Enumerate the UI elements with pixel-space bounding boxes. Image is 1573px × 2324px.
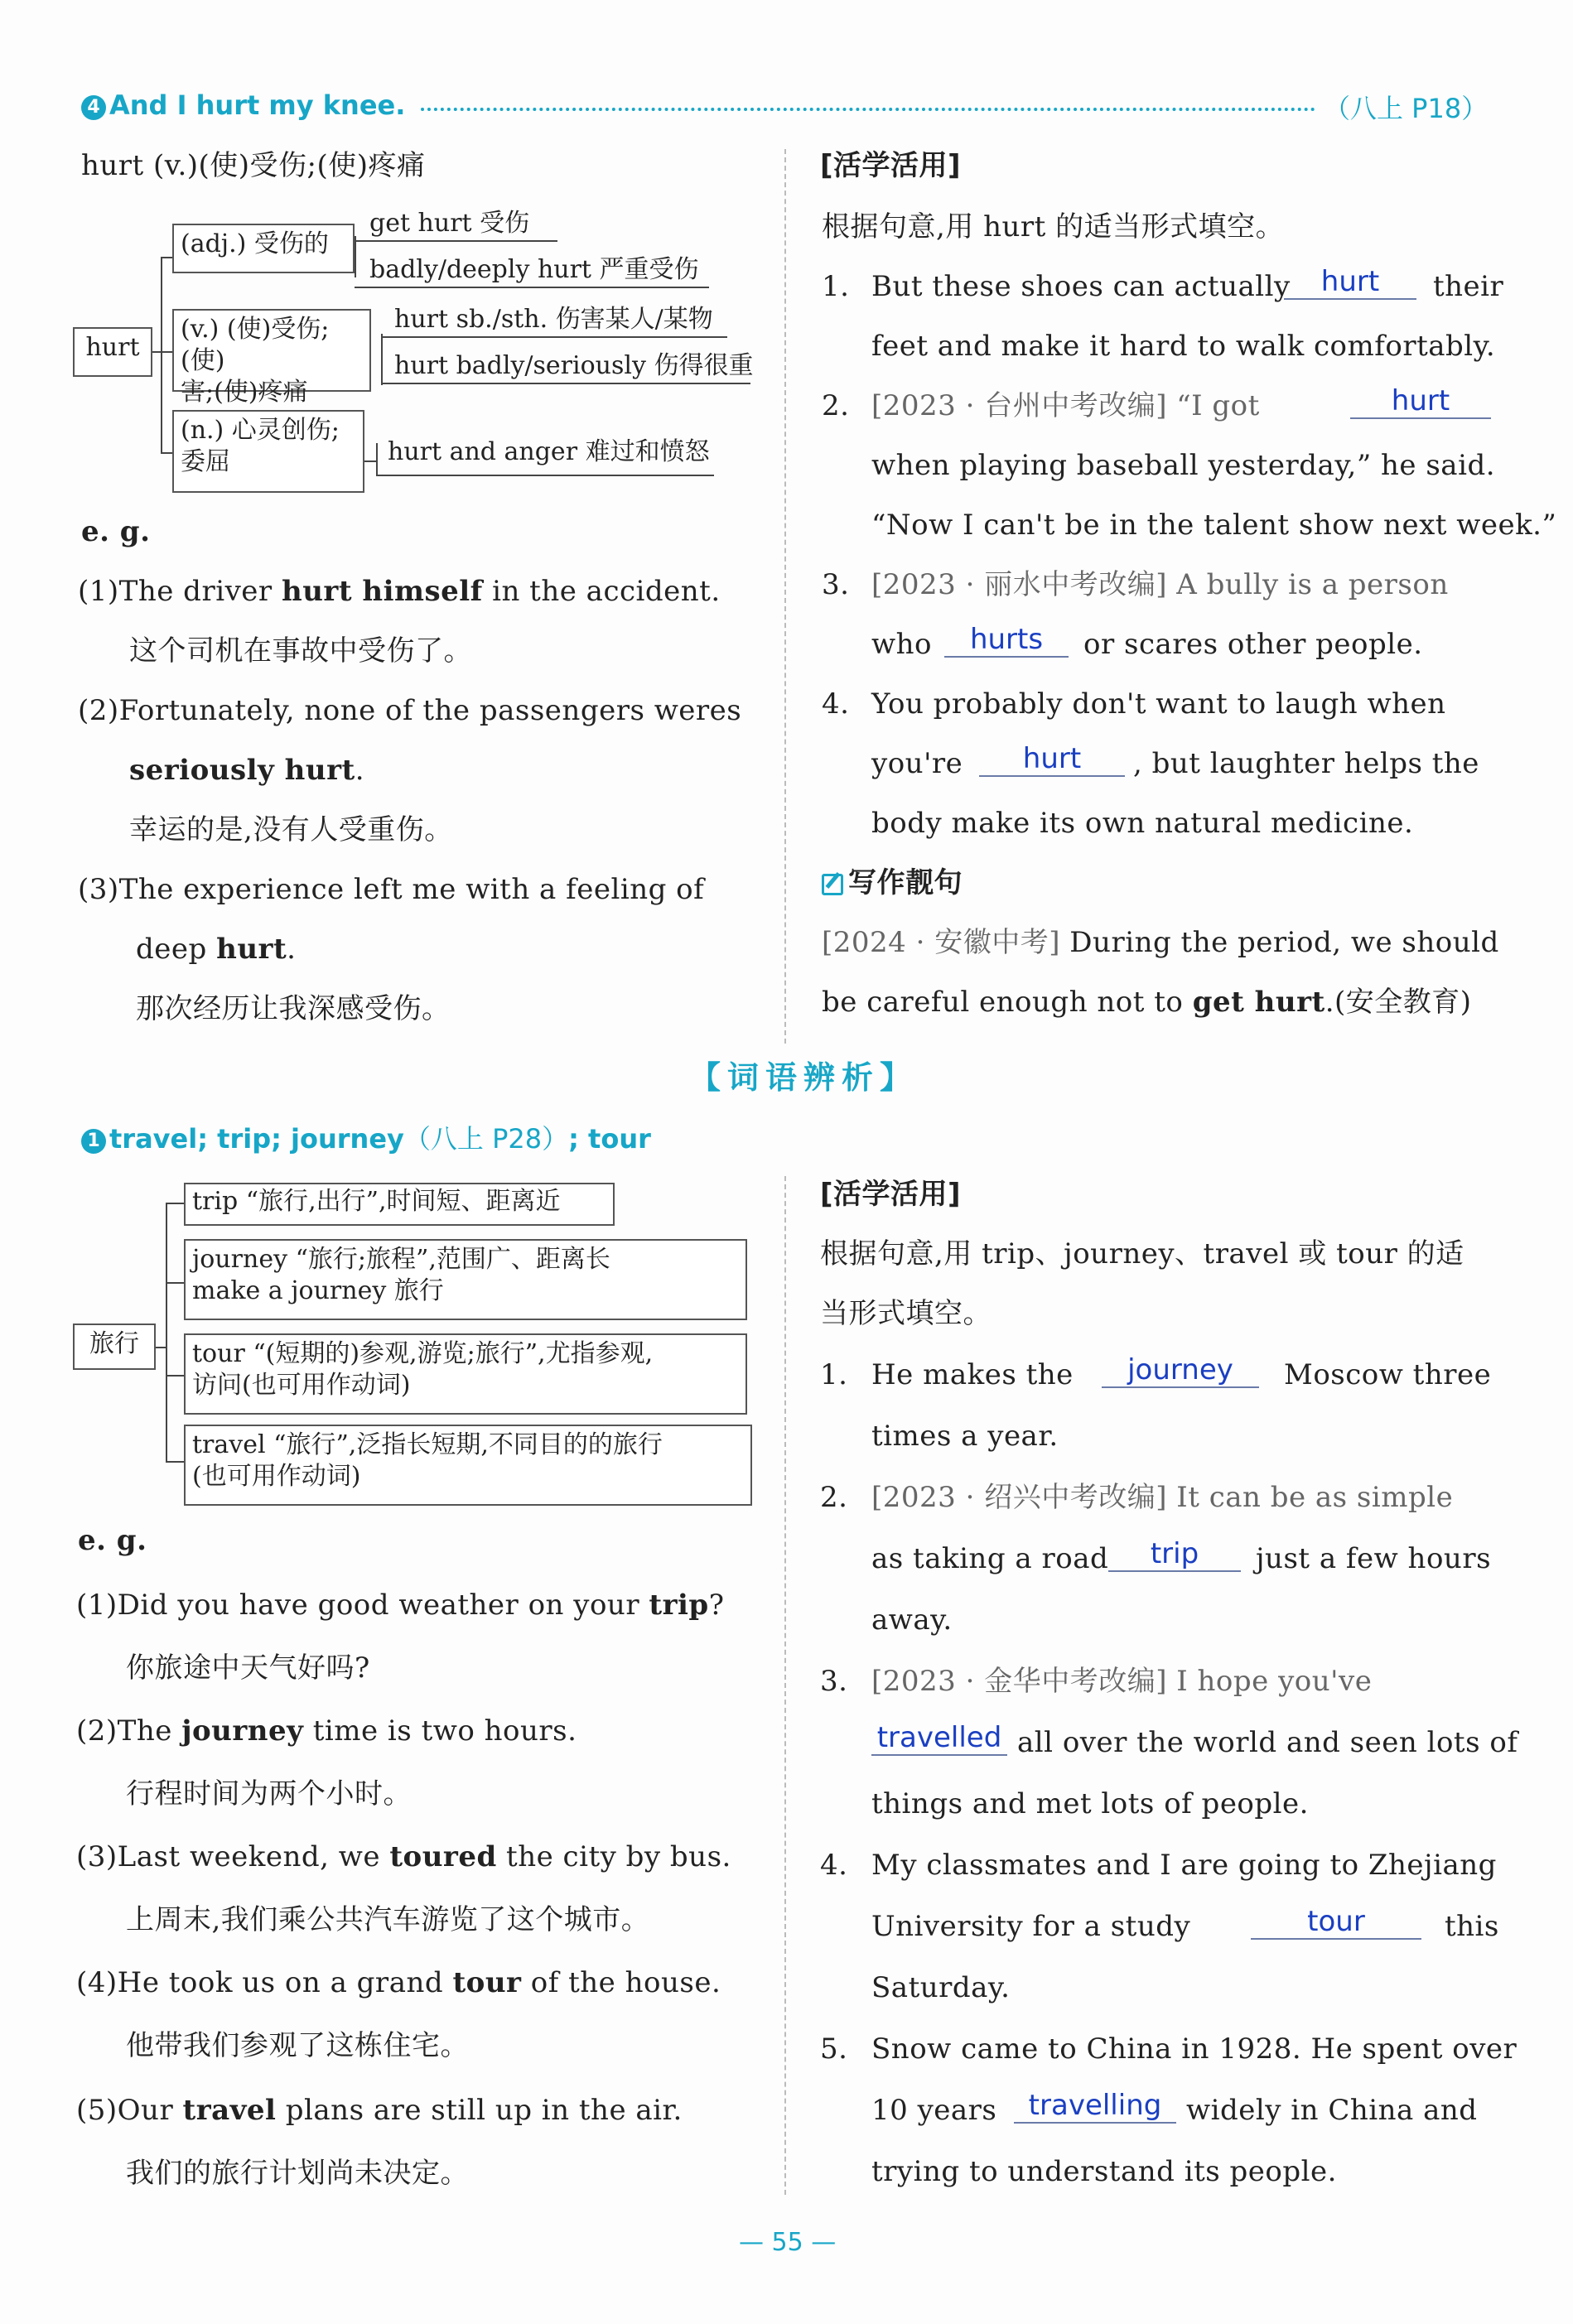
connector bbox=[166, 1203, 184, 1204]
connector bbox=[355, 287, 709, 288]
textbook-reference: （八上 P28） bbox=[403, 1123, 569, 1155]
practice-instruction-2: 当形式填空。 bbox=[820, 1297, 992, 1330]
connector bbox=[376, 475, 714, 476]
bpractice-5-line2-post: widely in China and bbox=[1186, 2094, 1478, 2127]
practice-2-line3: “Now I can't be in the talent show next week.” bbox=[871, 509, 1557, 542]
answer-blank[interactable]: hurts bbox=[944, 623, 1069, 658]
noun-box-line2: 委屈 bbox=[181, 447, 230, 476]
example-3: (3)Last weekend, we toured the city by bus. bbox=[76, 1840, 731, 1873]
noun-phrase-1: hurt and anger 难过和愤怒 bbox=[388, 437, 710, 466]
connector bbox=[381, 334, 383, 385]
example-2-cont: seriously hurt. bbox=[129, 754, 365, 787]
bpractice-4-line2-post: this bbox=[1445, 1910, 1499, 1943]
bpractice-4-line3: Saturday. bbox=[871, 1971, 1011, 2004]
practice-3-text: [2023 · 丽水中考改编] A bully is a person bbox=[871, 568, 1449, 601]
textbook-reference: （八上 P18） bbox=[1324, 93, 1489, 124]
example-1-zh: 这个司机在事故中受伤了。 bbox=[129, 634, 472, 668]
number-badge: 1 bbox=[81, 1129, 106, 1154]
section-heading bbox=[81, 89, 405, 121]
bpractice-3-line3: things and met lots of people. bbox=[871, 1787, 1309, 1820]
word-analysis-title: 【词语辨析】 bbox=[689, 1059, 919, 1096]
diagram-root-hurt: hurt bbox=[73, 327, 152, 377]
example-1: (1)The driver hurt himself in the accident. bbox=[78, 575, 721, 608]
connector bbox=[156, 1347, 166, 1348]
adj-box: (adj.) 受伤的 bbox=[172, 224, 355, 273]
bpractice-2-line2-post: just a few hours bbox=[1256, 1542, 1492, 1575]
bpractice-4-line2-pre: University for a study bbox=[871, 1910, 1191, 1943]
verb-phrase-1: hurt sb./sth. 伤害某人/某物 bbox=[394, 305, 713, 334]
bpractice-1-tail: Moscow three bbox=[1284, 1358, 1492, 1391]
connector bbox=[166, 1203, 167, 1461]
practice-4-line2-pre: you're bbox=[871, 747, 963, 780]
connector bbox=[166, 1282, 184, 1284]
example-1: (1)Did you have good weather on your trip? bbox=[76, 1589, 725, 1622]
answer-blank[interactable]: journey bbox=[1102, 1353, 1259, 1388]
example-5-zh: 我们的旅行计划尚未决定。 bbox=[126, 2157, 469, 2190]
column-divider bbox=[784, 1176, 786, 2195]
practice-4-line2-post: , but laughter helps the bbox=[1133, 747, 1479, 780]
verb-box-line1: (v.) (使)受伤;(使) bbox=[181, 315, 330, 375]
practice-1-line2: feet and make it hard to walk comfortably. bbox=[871, 330, 1496, 363]
connector bbox=[161, 257, 172, 258]
writing-line1: [2024 · 安徽中考] During the period, we should bbox=[822, 926, 1499, 959]
connector bbox=[381, 383, 750, 384]
practice-instruction-1: 根据句意,用 trip、journey、travel 或 tour 的适 bbox=[820, 1237, 1464, 1270]
example-2-zh: 幸运的是,没有人受重伤。 bbox=[129, 813, 453, 846]
bpractice-2-num: 2. bbox=[820, 1481, 848, 1514]
bpractice-5-num: 5. bbox=[820, 2032, 848, 2066]
section-title: And I hurt my knee. bbox=[109, 89, 406, 121]
example-4-zh: 他带我们参观了这栋住宅。 bbox=[126, 2029, 469, 2062]
connector bbox=[355, 236, 356, 277]
verb-box bbox=[172, 309, 371, 407]
connector bbox=[161, 351, 172, 353]
section-title-tail: ; tour bbox=[568, 1123, 651, 1155]
answer-blank[interactable]: hurt bbox=[979, 742, 1125, 777]
writing-line2: be careful enough not to get hurt.(安全教育) bbox=[822, 986, 1472, 1019]
example-3-zh: 上周末,我们乘公共汽车游览了这个城市。 bbox=[126, 1903, 650, 1936]
diagram-root-travel: 旅行 bbox=[73, 1324, 156, 1370]
connector bbox=[152, 351, 161, 353]
adj-phrase-2: badly/deeply hurt 严重受伤 bbox=[369, 255, 699, 284]
dotted-leader bbox=[421, 108, 1315, 111]
example-2: (2)The journey time is two hours. bbox=[76, 1714, 577, 1748]
practice-3-line2-pre: who bbox=[871, 628, 932, 661]
practice-4-line3: body make its own natural medicine. bbox=[871, 807, 1414, 840]
journey-box: journey “旅行;旅程”,范围广、距离长 make a journey 旅行 bbox=[184, 1239, 747, 1320]
connector bbox=[166, 1375, 184, 1377]
bpractice-5-line2-pre: 10 years bbox=[871, 2094, 997, 2127]
practice-3-line2-post: or scares other people. bbox=[1083, 628, 1423, 661]
page-number: — 55 — bbox=[739, 2228, 837, 2257]
pencil-icon bbox=[822, 874, 843, 895]
bpractice-4-num: 4. bbox=[820, 1849, 848, 1882]
eg-label: e. g. bbox=[78, 1524, 147, 1557]
bpractice-2-line3: away. bbox=[871, 1603, 953, 1637]
answer-blank[interactable]: travelling bbox=[1014, 2089, 1176, 2124]
answer-blank[interactable]: travelled bbox=[871, 1721, 1007, 1756]
example-5: (5)Our travel plans are still up in the air. bbox=[76, 2094, 683, 2127]
hurt-definition: hurt (v.)(使)受伤;(使)疼痛 bbox=[81, 149, 426, 182]
bpractice-2-text: [2023 · 绍兴中考改编] It can be as simple bbox=[871, 1481, 1454, 1514]
example-3-cont: deep hurt. bbox=[136, 933, 297, 966]
practice-3-num: 3. bbox=[822, 568, 850, 601]
connector bbox=[376, 443, 378, 476]
column-divider bbox=[784, 149, 786, 1044]
verb-phrase-2: hurt badly/seriously 伤得很重 bbox=[394, 351, 754, 380]
noun-box bbox=[172, 410, 364, 493]
practice-2-num: 2. bbox=[822, 389, 850, 422]
practice-instruction: 根据句意,用 hurt 的适当形式填空。 bbox=[822, 210, 1285, 243]
example-2: (2)Fortunately, none of the passengers weres bbox=[78, 694, 742, 727]
connector bbox=[161, 257, 162, 452]
bpractice-3-num: 3. bbox=[820, 1665, 848, 1698]
number-badge: 4 bbox=[81, 95, 106, 120]
connector bbox=[381, 336, 727, 338]
practice-title: [活学活用] bbox=[820, 1178, 962, 1211]
section-title: travel; trip; journey bbox=[109, 1123, 404, 1155]
connector bbox=[364, 460, 376, 462]
practice-1-text: But these shoes can actually bbox=[871, 270, 1291, 303]
example-3-zh: 那次经历让我深感受伤。 bbox=[136, 992, 451, 1025]
bpractice-5-line3: trying to understand its people. bbox=[871, 2155, 1337, 2188]
bpractice-5-text: Snow came to China in 1928. He spent over bbox=[871, 2032, 1518, 2066]
answer-blank[interactable]: trip bbox=[1108, 1537, 1241, 1572]
writing-title: 写作靓句 bbox=[822, 866, 963, 899]
answer-blank[interactable]: hurt bbox=[1284, 265, 1416, 300]
bpractice-3-line2: all over the world and seen lots of bbox=[1017, 1726, 1518, 1759]
example-1-zh: 你旅途中天气好吗? bbox=[126, 1651, 370, 1685]
practice-2-text: [2023 · 台州中考改编] “I got bbox=[871, 389, 1260, 422]
verb-box-line2: 害;(使)疼痛 bbox=[181, 378, 308, 407]
bpractice-1-line2: times a year. bbox=[871, 1420, 1059, 1453]
practice-title: [活学活用] bbox=[820, 149, 962, 182]
example-4: (4)He took us on a grand tour of the house. bbox=[76, 1966, 721, 1999]
bpractice-1-text: He makes the bbox=[871, 1358, 1074, 1391]
travel-box: travel “旅行”,泛指长短期,不同目的的旅行 (也可用作动词) bbox=[184, 1425, 752, 1506]
noun-box-line1: (n.) 心灵创伤; bbox=[181, 416, 340, 445]
connector bbox=[161, 452, 172, 454]
section-heading bbox=[81, 1118, 651, 1156]
example-2-zh: 行程时间为两个小时。 bbox=[126, 1777, 412, 1811]
answer-blank[interactable]: tour bbox=[1251, 1905, 1421, 1940]
adj-phrase-1: get hurt 受伤 bbox=[369, 209, 530, 238]
practice-2-line2: when playing baseball yesterday,” he said. bbox=[871, 449, 1496, 482]
connector bbox=[166, 1461, 184, 1463]
bpractice-2-line2-pre: as taking a road bbox=[871, 1542, 1109, 1575]
connector bbox=[355, 240, 557, 242]
answer-blank[interactable]: hurt bbox=[1350, 384, 1491, 419]
practice-1-num: 1. bbox=[822, 270, 850, 303]
trip-box: trip “旅行,出行”,时间短、距离近 bbox=[184, 1183, 615, 1226]
bpractice-4-text: My classmates and I are going to Zhejiang bbox=[871, 1849, 1497, 1882]
practice-1-tail: their bbox=[1433, 270, 1504, 303]
tour-box: tour “(短期的)参观,游览;旅行”,尤指参观, 访问(也可用作动词) bbox=[184, 1333, 747, 1415]
practice-4-text: You probably don't want to laugh when bbox=[871, 687, 1446, 721]
practice-4-num: 4. bbox=[822, 687, 850, 721]
bpractice-1-num: 1. bbox=[820, 1358, 848, 1391]
example-3: (3)The experience left me with a feeling of bbox=[78, 873, 705, 906]
eg-label: e. g. bbox=[81, 515, 151, 548]
bpractice-3-text: [2023 · 金华中考改编] I hope you've bbox=[871, 1665, 1373, 1698]
